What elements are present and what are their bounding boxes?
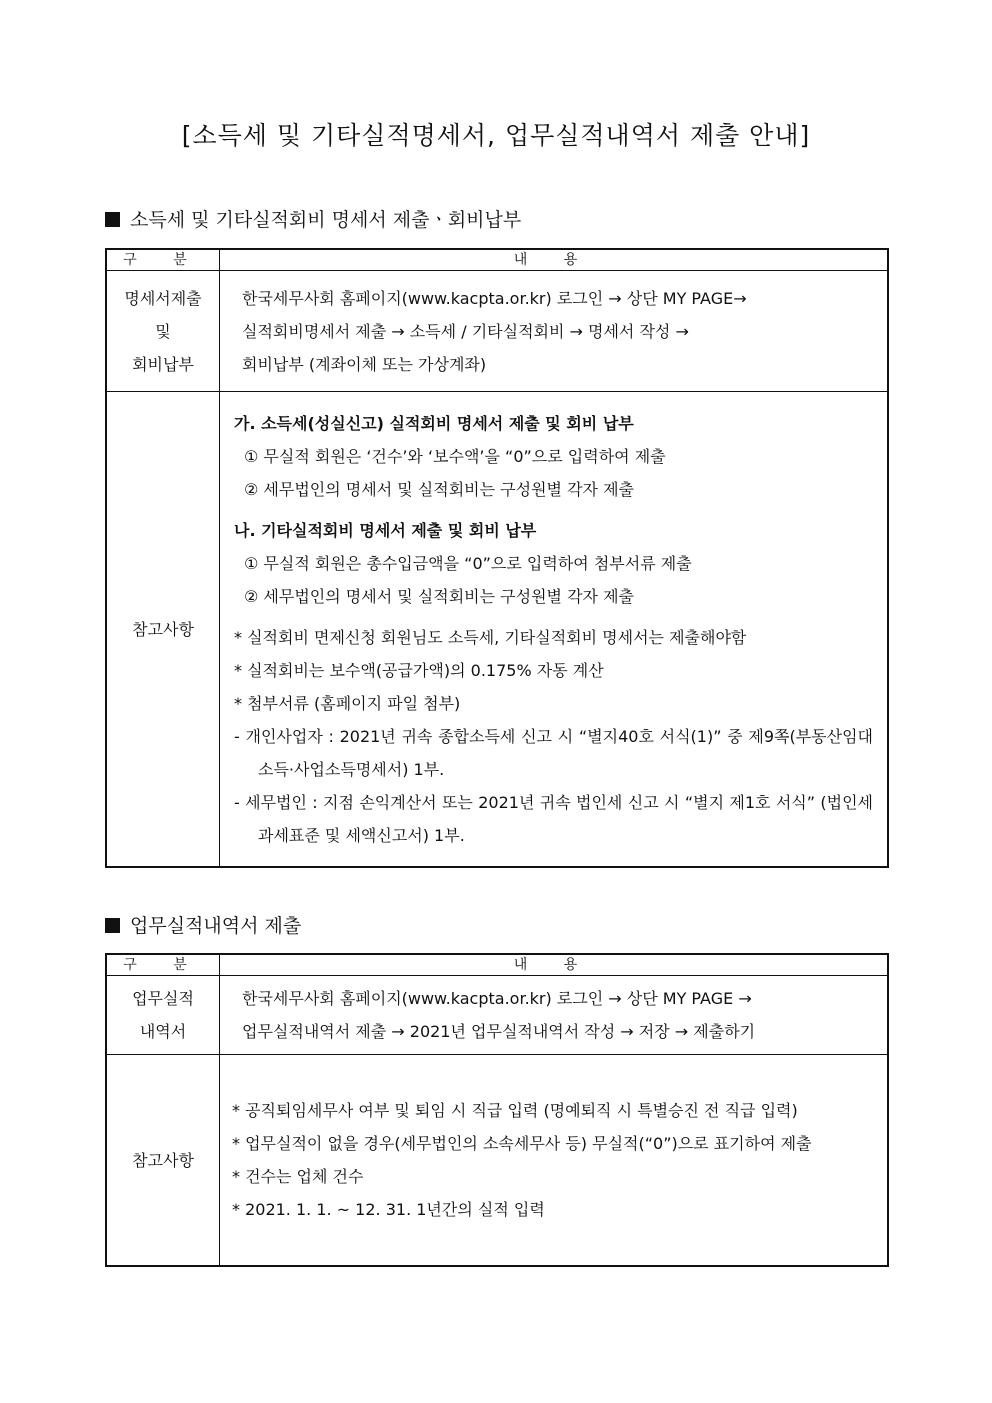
table-row (106, 271, 888, 392)
label-line: 내역서 (139, 1022, 187, 1041)
note-item: * 첨부서류 (홈페이지 파일 첨부) (234, 693, 461, 713)
row-content-notes (220, 392, 889, 868)
section1-heading (105, 205, 521, 232)
note-item: * 공직퇴임세무사 여부 및 퇴임 시 직급 입력 (명예퇴직 시 특별승진 전 직급 입력) (232, 1101, 798, 1120)
list-item: ① 무실적 회원은 총수입금액을 “0”으로 입력하여 첨부서류 제출 (244, 553, 692, 573)
page-title: [소득세 및 기타실적명세서, 업무실적내역서 제출 안내] (181, 121, 811, 150)
list-item: ② 세무법인의 명세서 및 실적회비는 구성원별 각자 제출 (244, 479, 634, 499)
table-row (106, 1055, 888, 1267)
section1-heading-text: 소득세 및 기타실적회비 명세서 제출ㆍ회비납부 (130, 209, 522, 231)
note-item: - 세무법인 : 지점 손익계산서 또는 2021년 귀속 법인세 신고 시 “별지 제1호 서식” (법인세과세표준 및 세액신고서) 1부. (234, 792, 873, 845)
label-line: 및 (155, 321, 171, 341)
table-row (106, 392, 888, 868)
table-header-row (106, 249, 888, 271)
note-item: * 건수는 업체 건수 (232, 1167, 364, 1186)
square-bullet-icon (105, 212, 120, 227)
header-col-category: 구 분 (106, 954, 220, 976)
procedure-line: 회비납부 (계좌이체 또는 가상계좌) (242, 354, 487, 374)
procedure-line: 한국세무사회 홈페이지(www.kacpta.or.kr) 로그인 → 상단 MY PAGE→ (242, 288, 747, 308)
subsection-b-title: 나. 기타실적회비 명세서 제출 및 회비 납부 (234, 520, 537, 540)
table-row (106, 976, 888, 1055)
list-item: ② 세무법인의 명세서 및 실적회비는 구성원별 각자 제출 (244, 586, 634, 606)
section1-table (105, 248, 889, 868)
section2-table (105, 953, 889, 1267)
section2-heading-text: 업무실적내역서 제출 (130, 915, 302, 937)
procedure-line: 업무실적내역서 제출 → 2021년 업무실적내역서 작성 → 저장 → 제출하기 (242, 1022, 756, 1041)
table-header-row (106, 954, 888, 976)
procedure-line: 한국세무사회 홈페이지(www.kacpta.or.kr) 로그인 → 상단 MY PAGE → (242, 989, 752, 1008)
header-col-category: 구 분 (106, 249, 220, 271)
row-label-submission (106, 271, 220, 392)
list-item: ① 무실적 회원은 ‘건수’와 ‘보수액’을 “0”으로 입력하여 제출 (244, 446, 666, 466)
subsection-a-title: 가. 소득세(성실신고) 실적회비 명세서 제출 및 회비 납부 (234, 413, 634, 433)
square-bullet-icon (105, 918, 120, 933)
label-line: 명세서제출 (124, 288, 202, 308)
note-item: - 개인사업자 : 2021년 귀속 종합소득세 신고 시 “별지40호 서식(1)” 중 제9쪽(부동산임대소득·사업소득명세서) 1부. (234, 726, 873, 779)
row-content-notes (220, 1055, 889, 1267)
note-item: * 업무실적이 없을 경우(세무법인의 소속세무사 등) 무실적(“0”)으로 표기하여 제출 (232, 1134, 812, 1153)
row-label-notes: 참고사항 (106, 1055, 220, 1267)
header-col-content: 내 용 (220, 954, 889, 976)
procedure-line: 실적회비명세서 제출 → 소득세 / 기타실적회비 → 명세서 작성 → (242, 321, 689, 341)
row-label-notes: 참고사항 (106, 392, 220, 868)
note-item: * 2021. 1. 1. ~ 12. 31. 1년간의 실적 입력 (232, 1200, 545, 1219)
note-item: * 실적회비 면제신청 회원님도 소득세, 기타실적회비 명세서는 제출해야함 (234, 627, 747, 647)
section2-heading (105, 911, 301, 938)
note-item: * 실적회비는 보수액(공급가액)의 0.175% 자동 계산 (234, 660, 604, 680)
row-content-submission (220, 271, 889, 392)
label-line: 회비납부 (132, 354, 194, 374)
header-col-content: 내 용 (220, 249, 889, 271)
row-label-performance (106, 976, 220, 1055)
label-line: 업무실적 (132, 989, 194, 1008)
row-content-performance (220, 976, 889, 1055)
